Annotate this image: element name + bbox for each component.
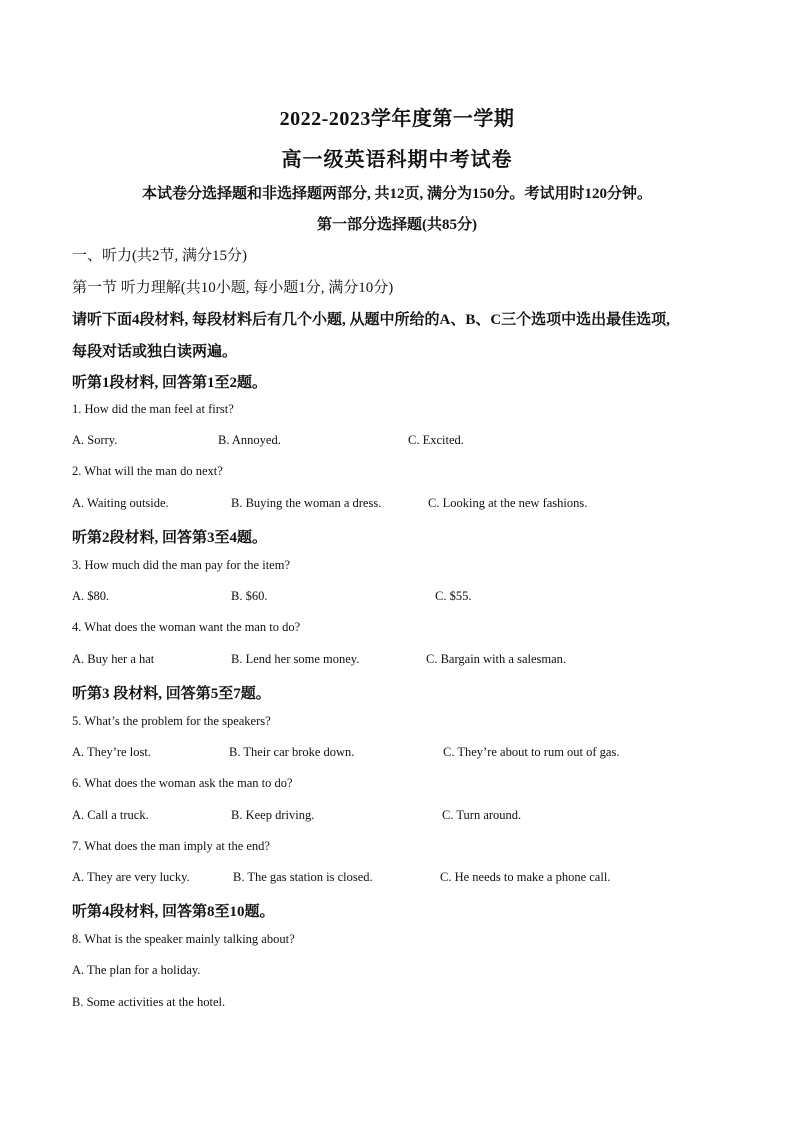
question-5-option-a: A. They’re lost. [72, 745, 151, 759]
instruction-line-2: 每段对话或独白读两遍。 [72, 344, 238, 360]
question-4: 4. What does the woman want the man to do? [72, 620, 301, 634]
question-2-option-c: C. Looking at the new fashions. [428, 496, 588, 510]
group-heading-4: 听第4段材料, 回答第8至10题。 [72, 904, 275, 920]
question-6-option-c: C. Turn around. [442, 808, 522, 822]
question-7-option-b: B. The gas station is closed. [233, 870, 373, 884]
part-one-heading: 第一部分选择题(共85分) [317, 217, 477, 233]
question-3-option-a: A. $80. [72, 589, 110, 603]
question-8-option-a: A. The plan for a holiday. [72, 963, 201, 977]
question-6: 6. What does the woman ask the man to do? [72, 776, 293, 790]
question-4-option-a: A. Buy her a hat [72, 652, 155, 666]
section-heading: 一、听力(共2节, 满分15分) [72, 248, 247, 264]
question-5: 5. What’s the problem for the speakers? [72, 714, 271, 728]
question-3: 3. How much did the man pay for the item? [72, 558, 290, 572]
question-6-option-a: A. Call a truck. [72, 808, 149, 822]
question-7-option-a: A. They are very lucky. [72, 870, 190, 884]
question-1: 1. How did the man feel at first? [72, 402, 234, 416]
question-1-option-c: C. Excited. [408, 433, 464, 447]
section-subheading: 第一节 听力理解(共10小题, 每小题1分, 满分10分) [72, 280, 394, 296]
exam-title-year: 2022-2023学年度第一学期 [279, 108, 515, 130]
question-6-option-b: B. Keep driving. [231, 808, 315, 822]
exam-title: 高一级英语科期中考试卷 [281, 149, 513, 171]
question-4-option-c: C. Bargain with a salesman. [426, 652, 567, 666]
group-heading-1: 听第1段材料, 回答第1至2题。 [72, 375, 268, 391]
question-2-option-a: A. Waiting outside. [72, 496, 169, 510]
question-5-option-b: B. Their car broke down. [229, 745, 355, 759]
question-1-option-b: B. Annoyed. [218, 433, 281, 447]
question-1-option-a: A. Sorry. [72, 433, 118, 447]
question-5-option-c: C. They’re about to rum out of gas. [443, 745, 620, 759]
question-3-option-b: B. $60. [231, 589, 268, 603]
group-heading-3: 听第3 段材料, 回答第5至7题。 [72, 686, 271, 702]
question-7: 7. What does the man imply at the end? [72, 839, 270, 853]
exam-intro: 本试卷分选择题和非选择题两部分, 共12页, 满分为150分。考试用时120分钟。 [141, 186, 652, 202]
question-8-option-b: B. Some activities at the hotel. [72, 995, 226, 1009]
question-2-option-b: B. Buying the woman a dress. [231, 496, 382, 510]
question-2: 2. What will the man do next? [72, 464, 223, 478]
question-4-option-b: B. Lend her some money. [231, 652, 360, 666]
question-3-option-c: C. $55. [435, 589, 472, 603]
question-8: 8. What is the speaker mainly talking about? [72, 932, 295, 946]
group-heading-2: 听第2段材料, 回答第3至4题。 [72, 530, 268, 546]
question-7-option-c: C. He needs to make a phone call. [440, 870, 611, 884]
instruction-line-1: 请听下面4段材料, 每段材料后有几个小题, 从题中所给的A、B、C三个选项中选出最佳选项, [72, 312, 670, 328]
